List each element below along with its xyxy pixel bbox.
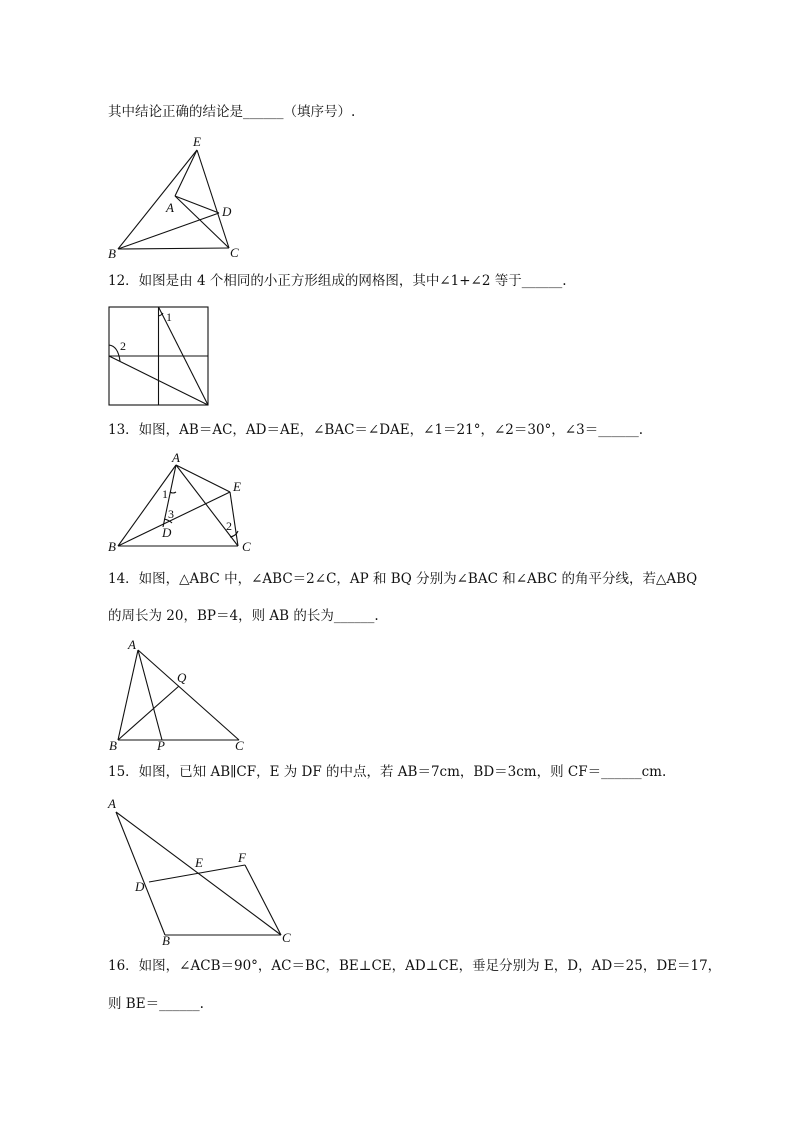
label-d: D: [222, 204, 232, 219]
figure-13: [100, 450, 260, 558]
question-13: 13．如图，AB＝AC，AD＝AE，∠BAC＝∠DAE，∠1＝21°，∠2＝30°，∠3＝______.: [108, 422, 644, 438]
label-b: B: [109, 738, 117, 753]
angle-label-2: 2: [226, 519, 232, 533]
label-b: B: [108, 246, 116, 261]
label-d: D: [135, 879, 145, 894]
question-15: 15．如图，已知 AB∥CF，E 为 DF 的中点，若 AB＝7cm，BD＝3cm，则 CF＝______cm.: [108, 764, 667, 780]
label-c: C: [235, 738, 244, 753]
figure-12-grid: [104, 302, 214, 410]
label-c: C: [242, 539, 251, 554]
label-a: A: [166, 200, 174, 215]
angle-label-2: 2: [120, 339, 126, 353]
question-14-line-2: 的周长为 20，BP＝4，则 AB 的长为______.: [108, 608, 379, 624]
angle-arc-1: [170, 492, 176, 493]
figure-11: [100, 130, 260, 265]
label-a: A: [108, 796, 116, 811]
segment-bc: [118, 248, 229, 249]
label-b: B: [108, 539, 116, 554]
question-12: 12．如图是由 4 个相同的小正方形组成的网格图，其中∠1+∠2 等于______.: [108, 273, 567, 289]
label-c: C: [230, 245, 239, 260]
segment-be: [118, 492, 230, 546]
segment-bd: [118, 213, 219, 249]
figure-15: [100, 790, 300, 950]
label-e: E: [193, 134, 201, 149]
label-e: E: [233, 479, 241, 494]
label-a: A: [128, 637, 136, 652]
segment-ae: [176, 465, 230, 492]
angle-label-1: 1: [162, 487, 168, 501]
angle-label-3: 3: [168, 507, 174, 521]
answer-prompt-11: 其中结论正确的结论是______（填序号）.: [108, 104, 356, 120]
question-16-line-2: 则 BE＝______.: [108, 996, 204, 1012]
segment-fc: [245, 865, 281, 935]
label-q: Q: [177, 670, 187, 685]
segment-ab: [118, 650, 138, 740]
label-b: B: [162, 933, 170, 948]
segment-bq: [118, 686, 179, 740]
question-16-line-1: 16．如图，∠ACB＝90°，AC＝BC，BE⊥CE，AD⊥CE，垂足分别为 E，D，AD＝25，DE＝17，: [108, 958, 722, 974]
label-a: A: [172, 450, 180, 465]
label-f: F: [238, 850, 246, 865]
segment-ap: [138, 650, 162, 740]
label-c: C: [282, 930, 291, 945]
label-p: P: [157, 738, 165, 753]
label-d: D: [162, 525, 172, 540]
label-e: E: [195, 855, 203, 870]
angle-label-1: 1: [166, 310, 172, 324]
figure-14: [100, 632, 260, 754]
question-14-line-1: 14．如图，△ABC 中，∠ABC＝2∠C，AP 和 BQ 分别为∠BAC 和∠ABC 的角平分线，若△ABQ: [108, 571, 698, 587]
segment-ac: [138, 650, 239, 740]
segment-ac: [176, 465, 238, 546]
